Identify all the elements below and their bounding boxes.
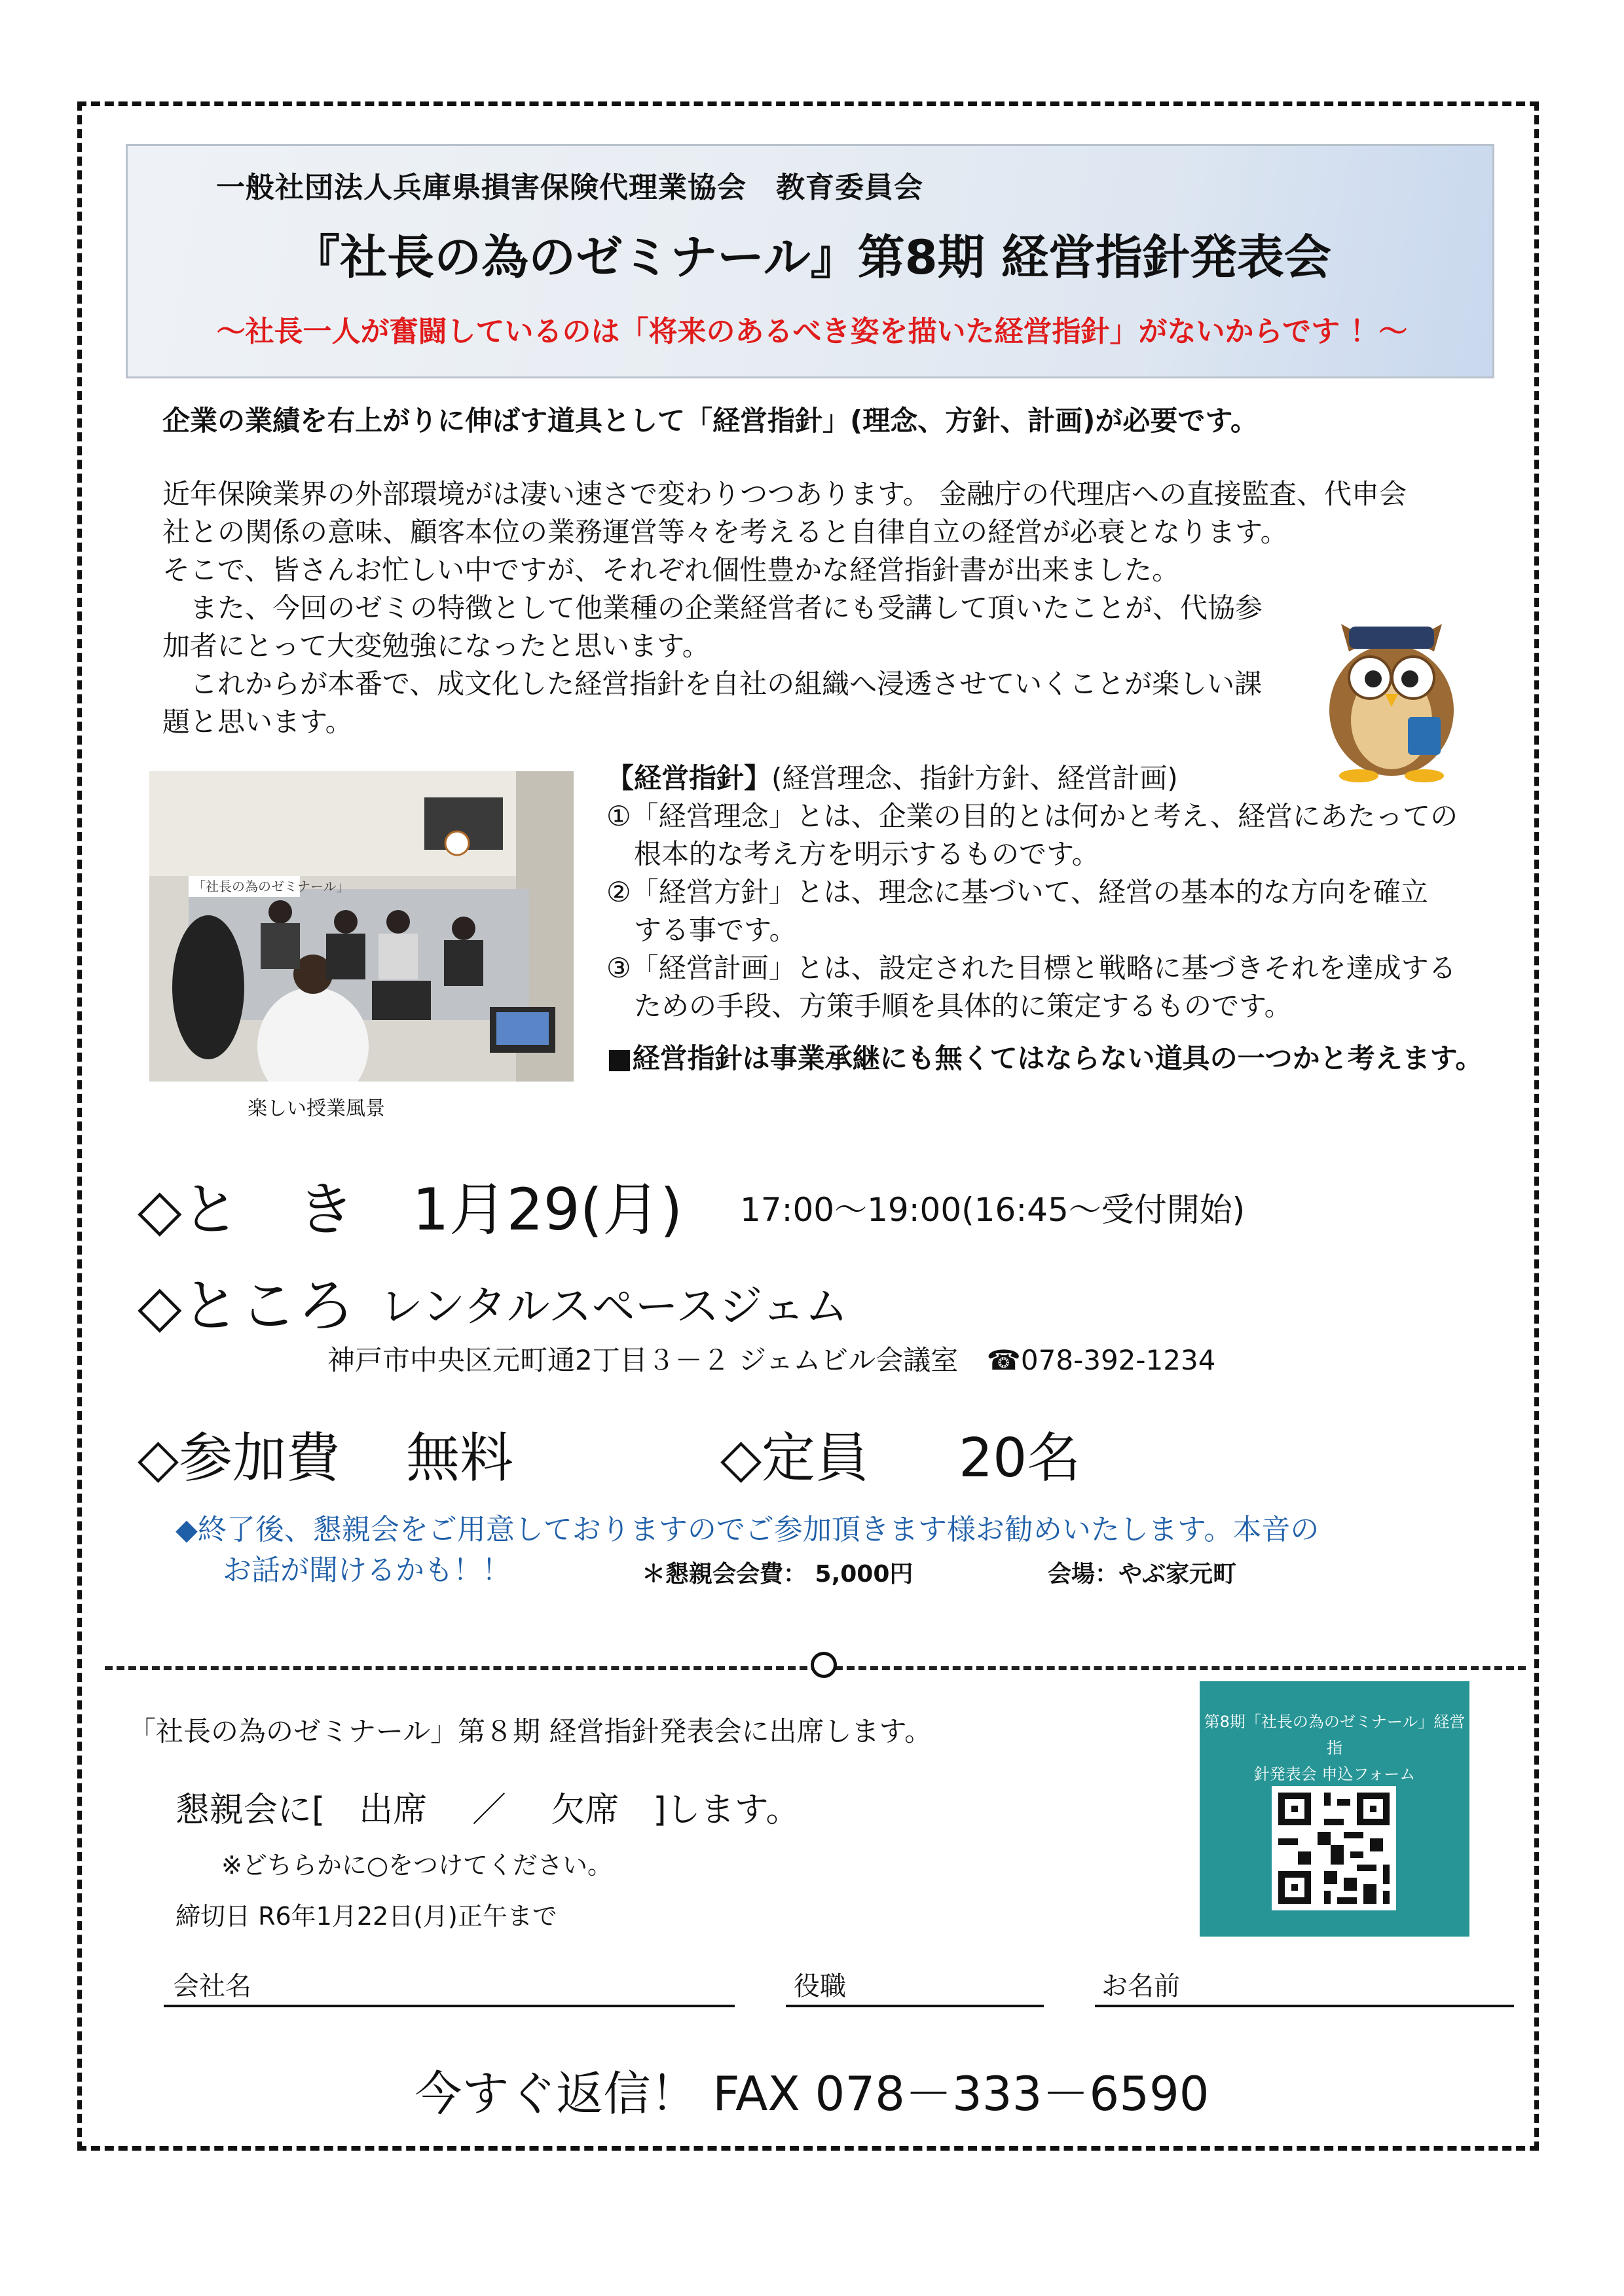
qr-code-icon[interactable] [1272,1786,1396,1910]
class-photo [149,771,574,1082]
fee-value: 無料 [406,1427,514,1489]
phone-icon: ☎ [986,1344,1021,1376]
tagline: ～社長一人が奮闘しているのは「将来のあるべき姿を描いた経営指針」がないからです ！～ [216,315,1408,348]
qr-title-line: 針発表会 申込フォーム [1253,1765,1416,1783]
intro-line: そこで、皆さんお忙しい中ですが、それぞれ個性豊かな経営指針書が出来ました。 [162,554,1180,586]
guideline-heading: 【経営指針】 [606,762,772,794]
party-line-2: お話が聞けるかも！！ [223,1554,511,1587]
guideline-item: ための手段、方策手順を具体的に策定するものです。 [606,990,1292,1022]
guideline-section [606,759,1458,1025]
guideline-item: する事です。 [606,914,797,946]
qr-title-line: 第8期「社長の為のゼミナール」経営指 [1204,1713,1466,1757]
party-choice[interactable]: 懇親会に[ 出席 ／ 欠席 ]します。 [175,1791,800,1830]
party-fee: ＊懇親会会費： 5,000円 [642,1561,913,1588]
guideline-item: ③「経営計画」とは、設定された目標と戦略に基づきそれを達成する [606,952,1456,984]
qr-form-card[interactable] [1200,1681,1469,1937]
owl-mascot-icon [1310,612,1473,782]
deadline: 締切日 R6年1月22日(月)正午まで [175,1902,557,1931]
separator-circle-icon [811,1652,837,1678]
event-time: 17:00～19:00(16:45～受付開始) [740,1191,1246,1229]
guideline-heading-row [606,759,1458,797]
role-field-input[interactable] [786,2005,1044,2007]
intro-line: これからが本番で、成文化した経営指針を自社の組織へ浸透させていくことが楽しい課 [162,668,1263,700]
role-field-label: 役職 [794,1971,846,2001]
guideline-note: ■経営指針は事業承継にも無くてはならない道具の一つかと考えます。 [606,1042,1483,1074]
party-venue: 会場：やぶ家元町 [1048,1561,1237,1588]
event-place-label: ◇ところ [138,1272,355,1339]
company-field-input[interactable] [164,2005,735,2007]
company-field-label: 会社名 [173,1971,251,2001]
party-line-1: ◆終了後、懇親会をご用意しておりますのでご参加頂きます様お勧めいたします。本音の [175,1513,1320,1546]
event-address: 神戸市中央区元町通2丁目３－２ ジェムビル会議室 [327,1344,959,1376]
event-phone: 078-392-1234 [1020,1344,1216,1376]
attend-statement: 「社長の為のゼミナール」第８期 経営指針発表会に出席します。 [128,1715,932,1747]
name-field-label: お名前 [1101,1971,1180,2001]
choice-note: ※どちらかに○をつけてください。 [221,1851,612,1880]
capacity-value: 20名 [959,1427,1081,1489]
event-venue: レンタルスペースジェム [380,1281,849,1332]
page-title: 『社長の為のゼミナール』第8期 経営指針発表会 [293,230,1331,285]
intro-line: また、今回のゼミの特徴として他業種の企業経営者にも受講して頂いたことが、代協参 [162,592,1263,624]
guideline-heading-sub: (経営理念、指針方針、経営計画) [771,762,1178,794]
fax-reply: 今すぐ返信！ FAX 078－333－6590 [415,2066,1209,2121]
photo-caption: 楽しい授業風景 [248,1097,385,1120]
qr-title [1200,1681,1469,1787]
guideline-item: 根本的な考え方を明示するものです。 [606,838,1099,870]
fee-label: ◇参加費 [138,1427,341,1489]
intro-lead: 企業の業績を右上がりに伸ばす道具として「経営指針」(理念、方針、計画)が必要です。 [162,405,1259,437]
intro-paragraph [162,475,1407,741]
guideline-item: ①「経営理念」とは、企業の目的とは何かと考え、経営にあたっての [606,800,1458,832]
intro-line: 題と思います。 [162,706,353,738]
photo-banner-text: 「社長の為のゼミナール」 [193,879,350,894]
capacity-label: ◇定員 [720,1427,870,1489]
intro-line: 加者にとって大変勉強になったと思います。 [162,630,710,662]
intro-line: 社との関係の意味、顧客本位の業務運営等々を考えると自律自立の経営が必衰となります。 [162,516,1288,548]
organization-name: 一般社団法人兵庫県損害保険代理業協会 教育委員会 [216,171,923,204]
event-date: ◇と き 1月29(月) [138,1176,683,1243]
event-address-row [327,1339,1215,1378]
guideline-item: ②「経営方針」とは、理念に基づいて、経営の基本的な方向を確立 [606,876,1428,908]
intro-line: 近年保険業界の外部環境がは凄い速さで変わりつつあります。 金融庁の代理店への直接監査、代申会 [162,478,1407,510]
name-field-input[interactable] [1095,2005,1514,2007]
